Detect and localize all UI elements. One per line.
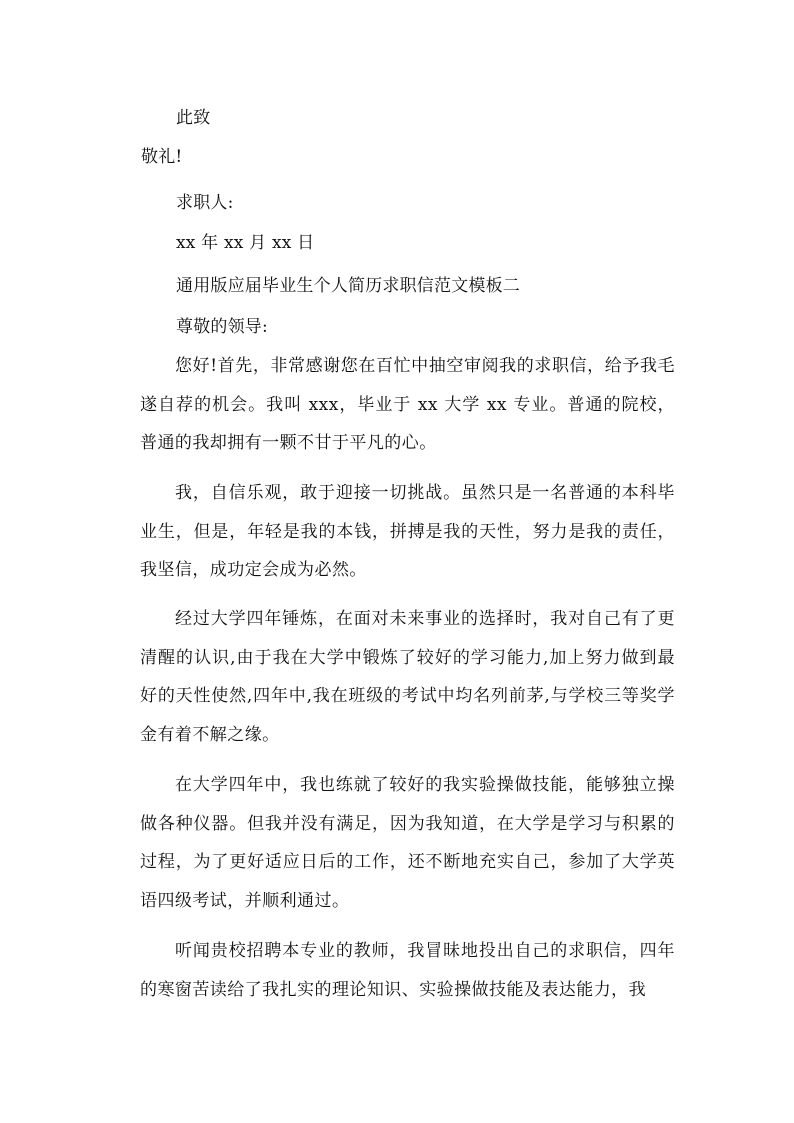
applicant-label: 求职人: [176,193,234,213]
letter-greeting: 尊敬的领导: [176,317,268,337]
body-paragraph: 在大学四年中，我也练就了较好的我实验操做技能，能够独立操做各种仪器。但我并没有满足，因为我知道，在大学是学习与积累的过程，为了更好适应日后的工作，还不断地充实自己，参加了大学英语四级考试，并顺利通过。 [140,775,675,911]
body-paragraph: 我，自信乐观，敢于迎接一切挑战。虽然只是一名普通的本科毕业生，但是，年轻是我的本钱，拼搏是我的天性，努力是我的责任，我坚信，成功定会成为必然。 [140,483,675,581]
body-paragraph: 经过大学四年锤炼，在面对未来事业的选择时，我对自己有了更清醒的认识,由于我在大学中锻炼了较好的学习能力,加上努力做到最好的天性使然,四年中,我在班级的考试中均名列前茅,与学校三等奖学金有着不解之缘。 [140,609,675,745]
closing-salutation: 此致 [176,108,211,128]
letter-date: xx 年 xx 月 xx 日 [176,233,315,253]
body-paragraph: 您好!首先，非常感谢您在百忙中抽空审阅我的求职信，给予我毛遂自荐的机会。我叫 xxx，毕业于 xx 大学 xx 专业。普通的院校，普通的我却拥有一颗不甘于平凡的心。 [140,356,675,454]
body-paragraph: 听闻贵校招聘本专业的教师，我冒昧地投出自己的求职信，四年的寒窗苦读给了我扎实的理论知识、实验操做技能及表达能力，我 [140,941,675,1000]
closing-regards: 敬礼! [141,147,183,167]
letter-title: 通用版应届毕业生个人简历求职信范文模板二 [176,276,520,296]
